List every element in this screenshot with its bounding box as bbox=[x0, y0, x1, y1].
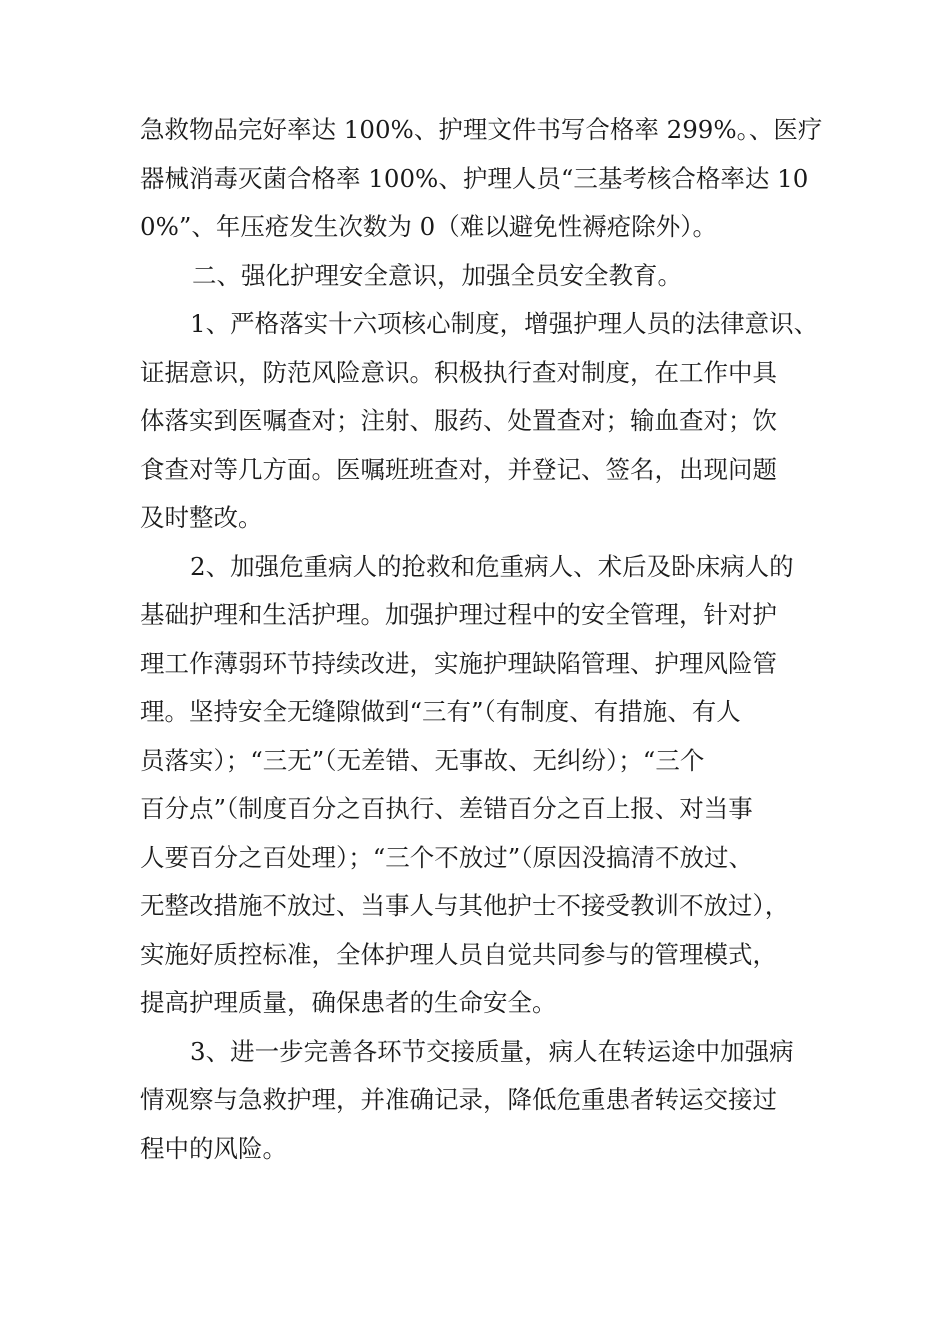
text-line: 1、严格落实十六项核心制度，增强护理人员的法律意识、 bbox=[190, 309, 819, 338]
text-line: 证据意识，防范风险意识。积极执行查对制度，在工作中具 bbox=[140, 357, 777, 387]
text-line: 无整改措施不放过、当事人与其他护士不接受教训不放过）， bbox=[140, 891, 790, 920]
text-line: 百分点”（制度百分之百执行、差错百分之百上报、对当事 bbox=[140, 794, 753, 823]
section-heading: 二、强化护理安全意识，加强全员安全教育。 bbox=[192, 260, 682, 290]
text-line: 理工作薄弱环节持续改进，实施护理缺陷管理、护理风险管 bbox=[140, 648, 777, 678]
text-line: 提高护理质量，确保患者的生命安全。 bbox=[140, 988, 557, 1017]
text-line: 程中的风险。 bbox=[140, 1133, 287, 1163]
body-text bbox=[140, 106, 840, 1173]
text-line: 基础护理和生活护理。加强护理过程中的安全管理，针对护 bbox=[140, 600, 777, 629]
text-line: 人要百分之百处理）；“三个不放过”（原因没搞清不放过、 bbox=[140, 842, 754, 872]
text-line: 体落实到医嘱查对；注射、服药、处置查对；输血查对；饮 bbox=[140, 406, 777, 435]
text-line: 急救物品完好率达 100%、护理文件书写合格率 299%。、医疗 bbox=[140, 115, 823, 144]
text-line: 食查对等几方面。医嘱班班查对，并登记、签名，出现问题 bbox=[140, 454, 777, 484]
text-line: 理。坚持安全无缝隙做到“三有”（有制度、有措施、有人 bbox=[140, 697, 741, 726]
text-line: 员落实）；“三无”（无差错、无事故、无纠纷）；“三个 bbox=[140, 745, 705, 775]
text-line: 器械消毒灭菌合格率 100%、护理人员“三基考核合格率达 10 bbox=[140, 163, 809, 193]
text-line: 实施好质控标准，全体护理人员自觉共同参与的管理模式， bbox=[140, 939, 777, 969]
text-line: 0%”、年压疮发生次数为 0（难以避免性褥疮除外）。 bbox=[140, 212, 718, 241]
text-line: 2、加强危重病人的抢救和危重病人、术后及卧床病人的 bbox=[190, 551, 794, 581]
text-line: 3、进一步完善各环节交接质量，病人在转运途中加强病 bbox=[190, 1036, 794, 1066]
text-line: 情观察与急救护理，并准确记录，降低危重患者转运交接过 bbox=[140, 1085, 777, 1114]
text-line: 及时整改。 bbox=[140, 503, 263, 532]
